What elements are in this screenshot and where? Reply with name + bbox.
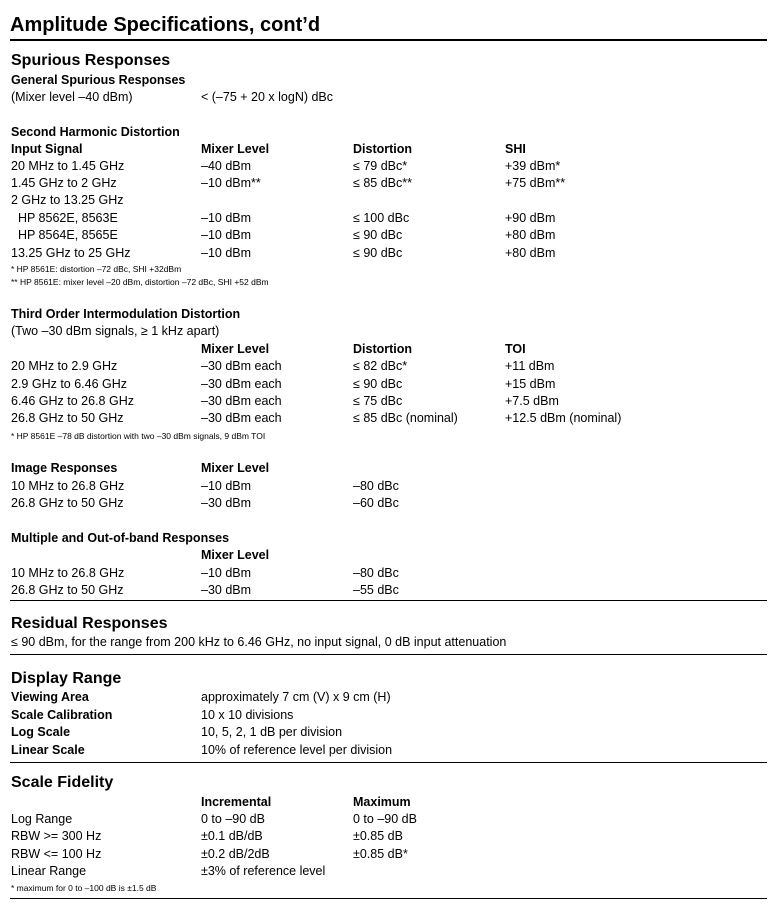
- shd-cell: +90 dBm: [505, 211, 556, 225]
- image-cell: –10 dBm: [201, 479, 252, 493]
- shd-header: SHI: [505, 142, 526, 156]
- toi-cell: –30 dBm each: [201, 377, 282, 391]
- shd-cell: ≤ 79 dBc*: [353, 159, 408, 173]
- toi-cell: 2.9 GHz to 6.46 GHz: [11, 377, 128, 391]
- toi-cell: +11 dBm: [505, 359, 555, 373]
- toi-cell: +7.5 dBm: [505, 394, 559, 408]
- image-title: Image Responses: [11, 461, 118, 475]
- display-label: Scale Calibration: [11, 708, 113, 722]
- fidelity-cell: ±3% of reference level: [201, 864, 326, 878]
- toi-header: TOI: [505, 342, 526, 356]
- shd-cell: +80 dBm: [505, 228, 556, 242]
- shd-cell: 2 GHz to 13.25 GHz: [11, 193, 124, 207]
- toi-cell: ≤ 90 dBc: [353, 377, 403, 391]
- shd-cell: 20 MHz to 1.45 GHz: [11, 159, 125, 173]
- fidelity-cell: RBW <= 100 Hz: [11, 847, 102, 861]
- shd-cell: +39 dBm*: [505, 159, 561, 173]
- toi-note: (Two –30 dBm signals, ≥ 1 kHz apart): [11, 324, 220, 338]
- shd-cell: –10 dBm: [201, 211, 252, 225]
- image-cell: –60 dBc: [353, 496, 399, 510]
- display-label: Log Scale: [11, 725, 71, 739]
- fidelity-header: Incremental: [201, 795, 272, 809]
- toi-cell: –30 dBm each: [201, 359, 282, 373]
- fidelity-cell: 0 to –90 dB: [353, 812, 417, 826]
- display-value: approximately 7 cm (V) x 9 cm (H): [201, 690, 391, 704]
- image-header: Mixer Level: [201, 461, 270, 475]
- section-rule: [10, 654, 767, 655]
- multiple-cell: 26.8 GHz to 50 GHz: [11, 583, 124, 597]
- toi-cell: 6.46 GHz to 26.8 GHz: [11, 394, 134, 408]
- toi-cell: –30 dBm each: [201, 394, 282, 408]
- toi-cell: 20 MHz to 2.9 GHz: [11, 359, 118, 373]
- shd-title: Second Harmonic Distortion: [11, 125, 180, 139]
- display-value: 10 x 10 divisions: [201, 708, 294, 722]
- shd-cell: –10 dBm: [201, 246, 252, 260]
- shd-cell: 13.25 GHz to 25 GHz: [11, 246, 131, 260]
- image-cell: –80 dBc: [353, 479, 399, 493]
- shd-cell: –10 dBm: [201, 228, 252, 242]
- toi-title: Third Order Intermodulation Distortion: [11, 307, 241, 321]
- toi-cell: +15 dBm: [505, 377, 556, 391]
- image-cell: –30 dBm: [201, 496, 252, 510]
- section-rule: [10, 600, 767, 601]
- toi-cell: ≤ 75 dBc: [353, 394, 403, 408]
- shd-cell: ≤ 90 dBc: [353, 228, 403, 242]
- shd-cell: HP 8562E, 8563E: [11, 211, 118, 225]
- section-heading-fidelity: Scale Fidelity: [11, 774, 114, 791]
- fidelity-cell: ±0.2 dB/2dB: [201, 847, 270, 861]
- toi-footnote: * HP 8561E –78 dB distortion with two –30 dBm signals, 9 dBm TOI: [11, 431, 266, 441]
- display-value: 10, 5, 2, 1 dB per division: [201, 725, 343, 739]
- fidelity-cell: 0 to –90 dB: [201, 812, 265, 826]
- fidelity-cell: Log Range: [11, 812, 73, 826]
- toi-header: Mixer Level: [201, 342, 270, 356]
- multiple-cell: –55 dBc: [353, 583, 399, 597]
- shd-cell: 1.45 GHz to 2 GHz: [11, 176, 117, 190]
- shd-header: Distortion: [353, 142, 413, 156]
- toi-cell: 26.8 GHz to 50 GHz: [11, 411, 124, 425]
- toi-cell: ≤ 82 dBc*: [353, 359, 408, 373]
- shd-header: Input Signal: [11, 142, 83, 156]
- fidelity-cell: ±0.85 dB*: [353, 847, 408, 861]
- section-heading-spurious: Spurious Responses: [11, 52, 171, 69]
- section-heading-residual: Residual Responses: [11, 615, 168, 632]
- fidelity-cell: RBW >= 300 Hz: [11, 829, 102, 843]
- shd-cell: HP 8564E, 8565E: [11, 228, 118, 242]
- page-title: Amplitude Specifications, cont’d: [10, 14, 321, 36]
- shd-cell: ≤ 90 dBc: [353, 246, 403, 260]
- general-spurious-label: (Mixer level –40 dBm): [11, 90, 133, 104]
- multiple-title: Multiple and Out-of-band Responses: [11, 531, 230, 545]
- bottom-rule: [10, 898, 767, 899]
- shd-cell: +80 dBm: [505, 246, 556, 260]
- shd-footnote: * HP 8561E: distortion –72 dBc, SHI +32dBm: [11, 264, 182, 274]
- toi-cell: +12.5 dBm (nominal): [505, 411, 622, 425]
- toi-cell: –30 dBm each: [201, 411, 282, 425]
- toi-cell: ≤ 85 dBc (nominal): [353, 411, 458, 425]
- multiple-cell: –30 dBm: [201, 583, 252, 597]
- section-heading-display: Display Range: [11, 670, 122, 687]
- multiple-cell: 10 MHz to 26.8 GHz: [11, 566, 125, 580]
- title-rule: [10, 39, 767, 41]
- shd-header: Mixer Level: [201, 142, 270, 156]
- image-cell: 26.8 GHz to 50 GHz: [11, 496, 124, 510]
- shd-cell: –10 dBm**: [201, 176, 261, 190]
- residual-text: ≤ 90 dBm, for the range from 200 kHz to 6.46 GHz, no input signal, 0 dB input attenuation: [11, 635, 507, 649]
- display-value: 10% of reference level per division: [201, 743, 393, 757]
- image-cell: 10 MHz to 26.8 GHz: [11, 479, 125, 493]
- fidelity-footnote: * maximum for 0 to –100 dB is ±1.5 dB: [11, 883, 157, 893]
- general-spurious-title: General Spurious Responses: [11, 73, 186, 87]
- shd-cell: ≤ 100 dBc: [353, 211, 410, 225]
- multiple-cell: –80 dBc: [353, 566, 399, 580]
- multiple-cell: –10 dBm: [201, 566, 252, 580]
- shd-cell: ≤ 85 dBc**: [353, 176, 412, 190]
- multiple-header: Mixer Level: [201, 548, 270, 562]
- fidelity-header: Maximum: [353, 795, 411, 809]
- toi-header: Distortion: [353, 342, 413, 356]
- display-label: Viewing Area: [11, 690, 89, 704]
- shd-cell: –40 dBm: [201, 159, 252, 173]
- fidelity-cell: ±0.1 dB/dB: [201, 829, 263, 843]
- display-label: Linear Scale: [11, 743, 85, 757]
- section-rule: [10, 762, 767, 763]
- shd-cell: +75 dBm**: [505, 176, 566, 190]
- shd-footnote: ** HP 8561E: mixer level –20 dBm, distortion –72 dBc, SHI +52 dBm: [11, 277, 269, 287]
- fidelity-cell: Linear Range: [11, 864, 87, 878]
- fidelity-cell: ±0.85 dB: [353, 829, 403, 843]
- general-spurious-value: < (–75 + 20 x logN) dBc: [201, 90, 334, 104]
